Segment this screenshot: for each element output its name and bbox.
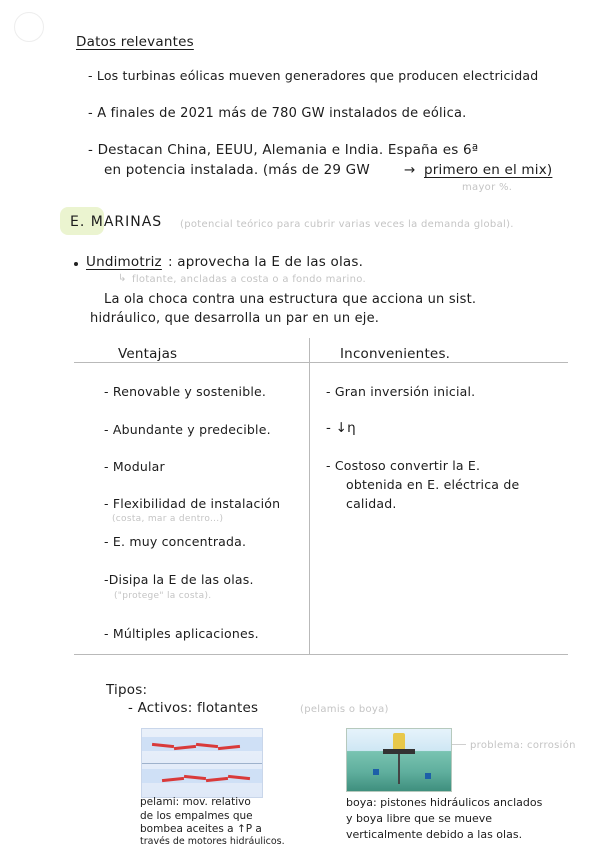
pelamis-caption: través de motores hidráulicos. <box>140 836 285 847</box>
boya-caption: verticalmente debido a las olas. <box>346 828 523 841</box>
ventaja-note: (costa, mar a dentro...) <box>112 514 224 524</box>
datos-line-2: - A finales de 2021 más de 780 GW instalados de eólica. <box>88 106 467 121</box>
pelamis-caption: bombea aceites a ↑P a <box>140 823 262 835</box>
undimotriz-desc-1: La ola choca contra una estructura que acciona un sist. <box>104 292 477 307</box>
pelamis-illustration <box>141 728 263 798</box>
undimotriz-label: Undimotriz <box>86 254 162 270</box>
pelamis-caption: pelami: mov. relativo <box>140 796 251 808</box>
inconveniente-item: obtenida en E. eléctrica de <box>346 477 520 492</box>
ventajas-header: Ventajas <box>118 346 178 362</box>
tipos-heading: Tipos: <box>106 682 148 698</box>
boya-illustration <box>346 728 452 792</box>
ventaja-item: -Disipa la E de las olas. <box>104 572 254 587</box>
pelamis-caption: de los empalmes que <box>140 810 253 822</box>
ventaja-item: - Renovable y sostenible. <box>104 384 267 399</box>
inconveniente-item: - Costoso convertir la E. <box>326 458 481 473</box>
table-column-divider <box>309 338 310 654</box>
problema-note: problema: corrosión <box>470 740 576 751</box>
inconveniente-item: - ↓η <box>326 420 356 436</box>
activos-note: (pelamis o boya) <box>300 704 389 715</box>
marinas-note: (potencial teórico para cubrir varias veces la demanda global). <box>180 219 514 230</box>
ventaja-item: - Modular <box>104 459 165 474</box>
datos-line-3: - Destacan China, EEUU, Alemania e India. España es 6ª <box>88 142 479 158</box>
undimotriz-subnote-arrow: ↳ <box>118 273 127 284</box>
undimotriz-subnote: flotante, ancladas a costa o a fondo marino. <box>132 274 366 285</box>
ventaja-item: - Flexibilidad de instalación <box>104 496 281 511</box>
ventaja-item: - E. muy concentrada. <box>104 534 247 549</box>
table-header-rule <box>74 362 568 363</box>
undimotriz-text: : aprovecha la E de las olas. <box>168 254 364 270</box>
boya-caption: boya: pistones hidráulicos anclados <box>346 796 543 809</box>
annotation-arrow <box>452 744 466 745</box>
ventaja-item: - Abundante y predecible. <box>104 422 271 437</box>
section-heading-datos: Datos relevantes <box>76 34 194 50</box>
bullet-dot <box>74 262 78 266</box>
section-heading-marinas: E. MARINAS <box>70 214 163 230</box>
ventaja-note: ("protege" la costa). <box>114 591 212 601</box>
table-bottom-rule <box>74 654 568 655</box>
datos-line-4: en potencia instalada. (más de 29 GW <box>104 162 370 178</box>
datos-line-5: primero en el mix) <box>424 162 553 178</box>
activos-label: - Activos: flotantes <box>128 700 259 716</box>
faint-scribble <box>14 12 44 42</box>
mayor-note: mayor %. <box>462 182 513 193</box>
arrow-glyph: → <box>404 162 416 178</box>
inconveniente-item: - Gran inversión inicial. <box>326 384 476 399</box>
datos-line-1: - Los turbinas eólicas mueven generadores que producen electricidad <box>88 68 539 83</box>
ventaja-item: - Múltiples aplicaciones. <box>104 626 259 641</box>
inconveniente-item: calidad. <box>346 496 397 511</box>
inconvenientes-header: Inconvenientes. <box>340 346 451 362</box>
boya-caption: y boya libre que se mueve <box>346 812 493 825</box>
undimotriz-desc-2: hidráulico, que desarrolla un par en un eje. <box>90 311 380 326</box>
